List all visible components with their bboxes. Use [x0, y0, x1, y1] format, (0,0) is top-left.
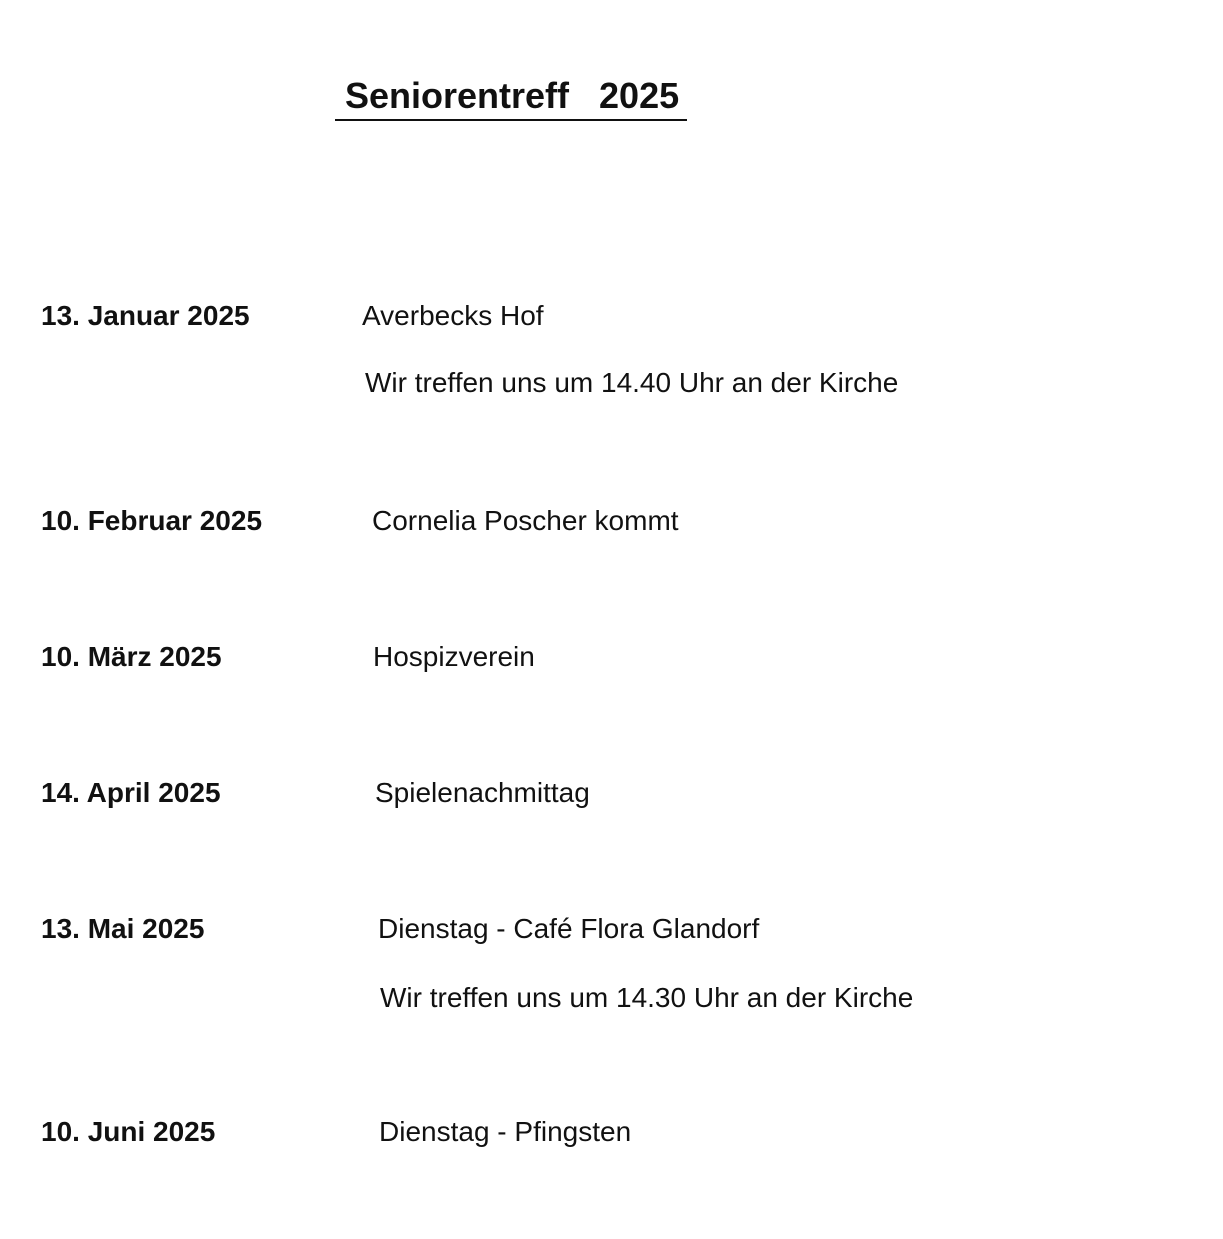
entry-description-february: Cornelia Poscher kommt [372, 505, 679, 536]
entry-description-june: Dienstag - Pfingsten [379, 1116, 632, 1147]
entry-date-january: 13. Januar 2025 [41, 300, 250, 331]
entry-note-may: Wir treffen uns um 14.30 Uhr an der Kirche [380, 982, 914, 1013]
entry-date-february: 10. Februar 2025 [41, 505, 263, 536]
entry-description-january: Averbecks Hof [362, 300, 544, 331]
entry-description-april: Spielenachmittag [375, 777, 590, 808]
entry-note-january: Wir treffen uns um 14.40 Uhr an der Kirche [365, 367, 899, 398]
entry-date-may: 13. Mai 2025 [41, 913, 205, 944]
entry-description-may: Dienstag - Café Flora Glandorf [378, 913, 760, 944]
entry-description-march: Hospizverein [373, 641, 535, 672]
title-underline [335, 119, 687, 121]
page-title: Seniorentreff 2025 [345, 75, 680, 116]
entry-date-april: 14. April 2025 [41, 777, 221, 808]
entry-date-march: 10. März 2025 [41, 641, 222, 672]
entry-date-june: 10. Juni 2025 [41, 1116, 216, 1147]
